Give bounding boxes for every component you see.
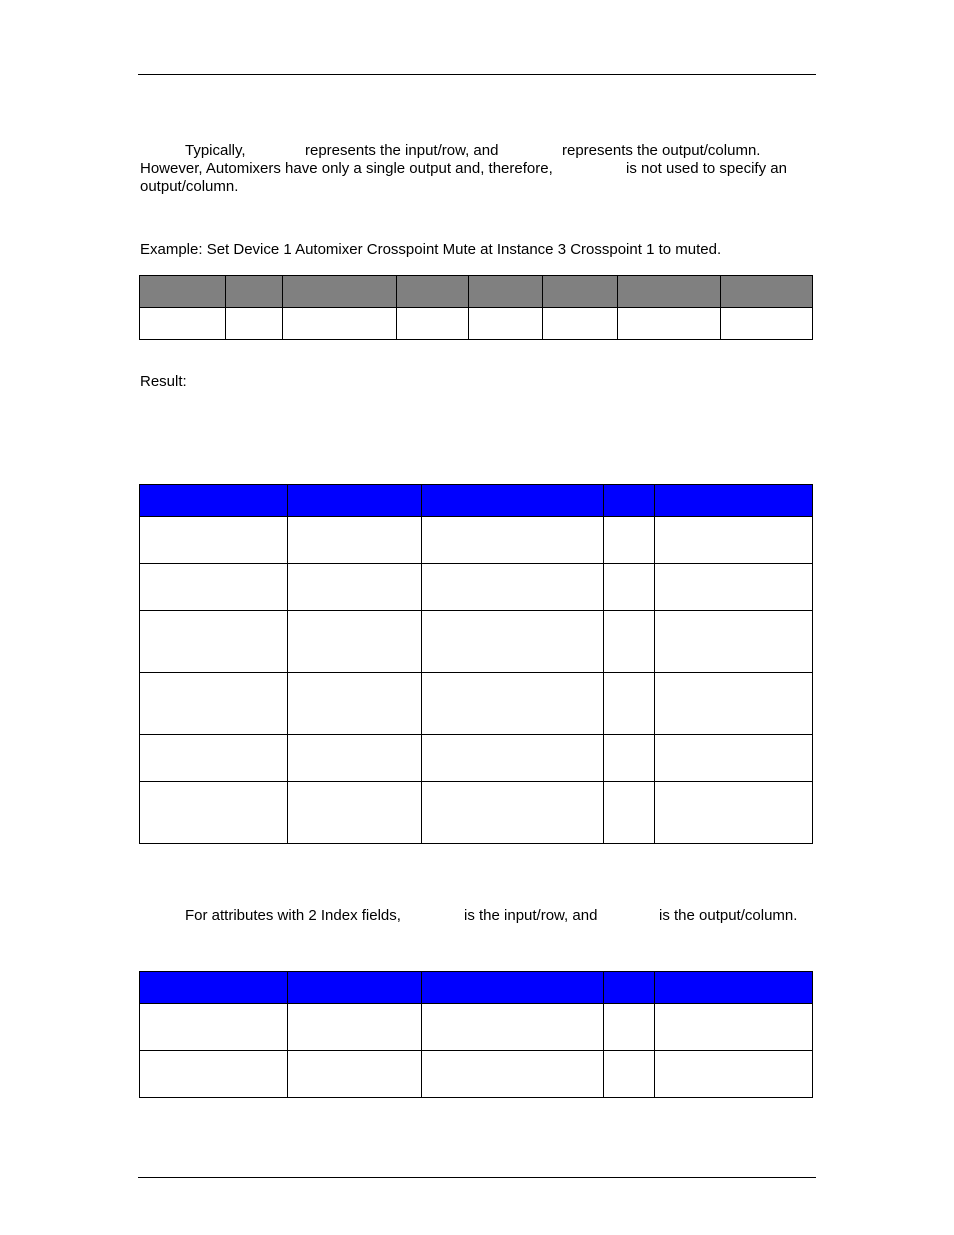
example-table-header [140, 276, 813, 308]
table-cell [604, 564, 655, 611]
table-row [140, 611, 813, 673]
table-cell [140, 1051, 288, 1098]
header-cell [469, 276, 543, 308]
header-cell [721, 276, 813, 308]
header-cell [140, 276, 226, 308]
table-cell [604, 1004, 655, 1051]
index-note-a: For attributes with 2 Index fields, [185, 907, 401, 924]
table-cell [469, 308, 543, 340]
example-command-table [139, 275, 813, 340]
table-cell [397, 308, 469, 340]
table-cell [288, 1051, 422, 1098]
header-cell [655, 972, 813, 1004]
table-cell [655, 1004, 813, 1051]
table-cell [422, 782, 604, 844]
header-cell [397, 276, 469, 308]
table-cell [655, 611, 813, 673]
intro-line1-a: Typically, [185, 142, 246, 159]
table-row [140, 735, 813, 782]
table-cell [140, 735, 288, 782]
table-cell [140, 611, 288, 673]
header-cell [618, 276, 721, 308]
header-cell [422, 972, 604, 1004]
header-cell [543, 276, 618, 308]
result-label: Result: [140, 373, 187, 390]
table-cell [140, 1004, 288, 1051]
intro-line1-c: represents the output/column. [562, 142, 761, 159]
attribute-table-header [140, 485, 813, 517]
table-cell [422, 611, 604, 673]
header-cell [226, 276, 283, 308]
table-row [140, 564, 813, 611]
header-cell [288, 485, 422, 517]
table-cell [618, 308, 721, 340]
table-cell [288, 611, 422, 673]
header-cell [283, 276, 397, 308]
table-cell [655, 517, 813, 564]
intro-line3: output/column. [140, 178, 239, 195]
footer-rule [138, 1177, 816, 1178]
table-cell [283, 308, 397, 340]
table-row [140, 517, 813, 564]
table-cell [288, 673, 422, 735]
table-cell [422, 517, 604, 564]
table-cell [288, 517, 422, 564]
table-cell [422, 564, 604, 611]
intro-line1-b: represents the input/row, and [305, 142, 499, 159]
index-attribute-table [139, 971, 813, 1098]
table-row [140, 1051, 813, 1098]
table-cell [140, 564, 288, 611]
table-row [140, 673, 813, 735]
table-cell [655, 782, 813, 844]
table-cell [604, 517, 655, 564]
table-cell [655, 673, 813, 735]
table-cell [140, 308, 226, 340]
table-row [140, 1004, 813, 1051]
table-cell [721, 308, 813, 340]
table-cell [655, 1051, 813, 1098]
header-cell [140, 972, 288, 1004]
intro-line2-a: However, Automixers have only a single output and, therefore, [140, 160, 553, 177]
table-cell [604, 673, 655, 735]
table-cell [604, 782, 655, 844]
header-cell [655, 485, 813, 517]
table-cell [543, 308, 618, 340]
table-cell [140, 673, 288, 735]
table-cell [604, 1051, 655, 1098]
table-cell [655, 735, 813, 782]
table-row [140, 782, 813, 844]
table-cell [604, 611, 655, 673]
table-cell [422, 1004, 604, 1051]
header-cell [604, 485, 655, 517]
table-cell [288, 782, 422, 844]
index-note-b: is the input/row, and [464, 907, 598, 924]
table-cell [140, 517, 288, 564]
table-cell [422, 1051, 604, 1098]
table-cell [604, 735, 655, 782]
table-cell [288, 564, 422, 611]
table-cell [655, 564, 813, 611]
table-cell [140, 782, 288, 844]
table-cell [226, 308, 283, 340]
header-cell [422, 485, 604, 517]
table-cell [288, 735, 422, 782]
index-table-header [140, 972, 813, 1004]
table-cell [288, 1004, 422, 1051]
table-cell [422, 673, 604, 735]
header-cell [288, 972, 422, 1004]
header-rule [138, 74, 816, 75]
example-text: Example: Set Device 1 Automixer Crosspoint Mute at Instance 3 Crosspoint 1 to muted. [140, 241, 722, 258]
attribute-table [139, 484, 813, 844]
example-table-row [140, 308, 813, 340]
index-note-c: is the output/column. [659, 907, 798, 924]
header-cell [604, 972, 655, 1004]
header-cell [140, 485, 288, 517]
table-cell [422, 735, 604, 782]
intro-line2-b: is not used to specify an [626, 160, 787, 177]
